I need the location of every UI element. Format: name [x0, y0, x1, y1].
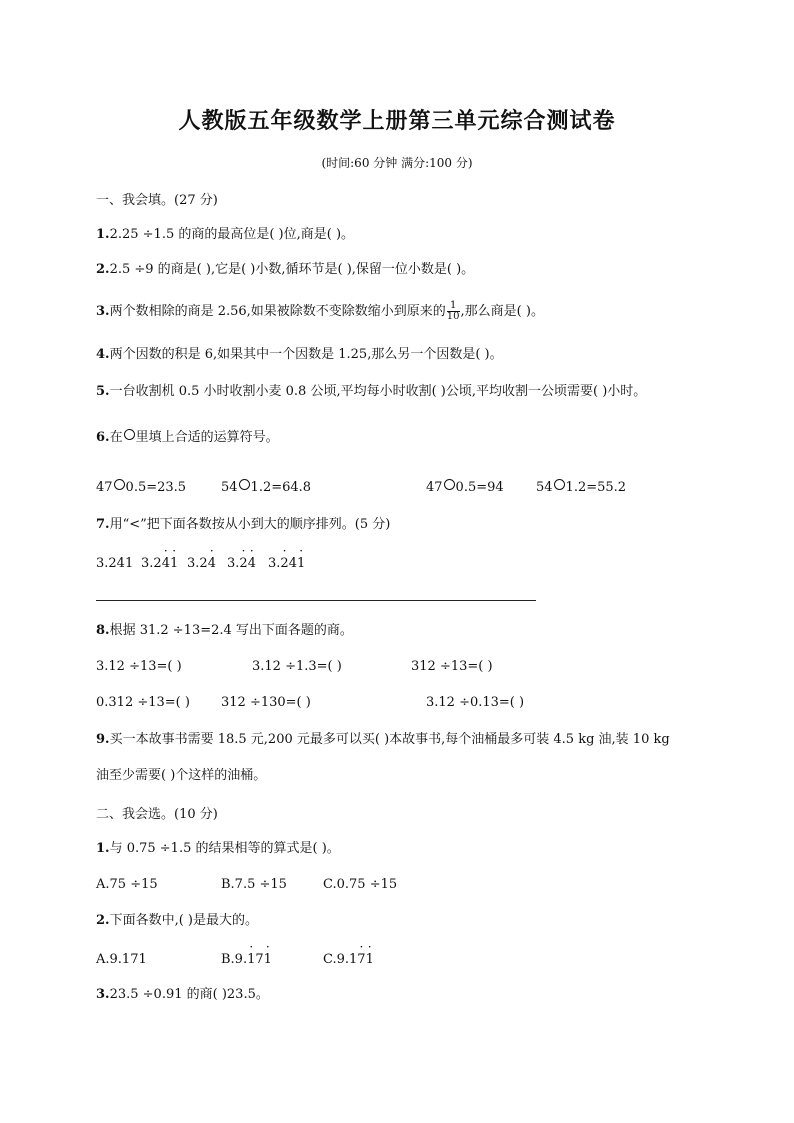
question-number: 1.: [96, 227, 110, 242]
question-1-2: [96, 261, 474, 279]
repeating-digit: 7 ·: [357, 952, 365, 967]
repeating-digit: 1 ·: [247, 952, 255, 967]
division-item: 0.312 ÷13=( ): [96, 695, 190, 710]
question-text: 在: [109, 430, 123, 445]
question-number: 9.: [96, 732, 110, 747]
question-2-2: [96, 912, 258, 930]
question-1-6: [96, 429, 279, 447]
division-item: 3.12 ÷1.3=( ): [252, 659, 342, 674]
question-number: 1.: [96, 841, 110, 856]
number-item: [268, 555, 305, 573]
question-1-5: [96, 383, 646, 401]
operator-item-2: [221, 479, 311, 497]
number-item: [96, 555, 133, 573]
section2-heading: 二、我会选。(10 分): [96, 807, 218, 822]
operator-item-4: [536, 479, 626, 497]
repeating-digit: 4 ·: [208, 556, 216, 571]
page-title: 人教版五年级数学上册第三单元综合测试卷: [178, 108, 616, 134]
number-text: 3.: [268, 556, 281, 571]
exam-info: (时间:60 分钟 满分:100 分): [321, 156, 473, 170]
fraction-numerator: 1: [447, 301, 460, 312]
question-text: 两个因数的积是 6,如果其中一个因数是 1.25,那么另一个因数是( )。: [109, 347, 503, 362]
option-text: 7: [255, 952, 264, 967]
question-1-7: [96, 516, 390, 534]
division-item: 312 ÷13=( ): [411, 659, 493, 674]
question-number: 2.: [96, 262, 110, 277]
answer-line[interactable]: [96, 600, 536, 601]
option-b[interactable]: B.7.5 ÷15: [221, 877, 287, 892]
section1-heading: 一、我会填。(27 分): [96, 193, 218, 208]
question-text: 与 0.75 ÷1.5 的结果相等的算式是( )。: [109, 841, 340, 856]
division-item: 3.12 ÷13=( ): [96, 659, 182, 674]
question-number: 3.: [96, 304, 110, 319]
repeating-digit: 2 ·: [239, 556, 247, 571]
question-text: 一台收割机 0.5 小时收割小麦 0.8 公顷,平均每小时收割( )公顷,平均收割一公顷需要( )小时。: [109, 384, 647, 399]
circle-blank-icon: [239, 479, 250, 490]
circle-blank-icon: [554, 479, 565, 490]
question-1-8: [96, 622, 353, 640]
operand-right: 0.5=94: [455, 480, 504, 495]
question-2-1: [96, 840, 340, 858]
operator-item-1: [96, 479, 186, 497]
operand-left: 47: [426, 480, 443, 495]
question-text: 下面各数中,( )是最大的。: [109, 913, 258, 928]
repeating-digit: 4 ·: [248, 556, 256, 571]
question-number: 6.: [96, 430, 110, 445]
number-text: 3.: [227, 556, 240, 571]
question-text: 根据 31.2 ÷13=2.4 写出下面各题的商。: [109, 623, 353, 638]
option-a[interactable]: A.9.171: [96, 952, 147, 967]
question-text: 买一本故事书需要 18.5 元,200 元最多可以买( )本故事书,每个油桶最多可装 4.5 kg 油,装 10 kg: [109, 732, 670, 747]
option-text: B.9.: [221, 952, 248, 967]
question-1-9: [96, 731, 670, 749]
repeating-digit: 1 ·: [264, 952, 272, 967]
question-text: 23.5 ÷0.91 的商( )23.5。: [109, 987, 269, 1002]
question-text: 2.5 ÷9 的商是( ),它是( )小数,循环节是( ),保留一位小数是( )。: [109, 262, 475, 277]
operand-right: 1.2=55.2: [565, 480, 627, 495]
question-text-end: 里填上合适的运算符号。: [135, 430, 279, 445]
division-item: 312 ÷130=( ): [221, 695, 311, 710]
circle-blank-icon: [124, 429, 135, 440]
question-2-3: [96, 986, 269, 1004]
option-b[interactable]: [221, 951, 272, 969]
option-c[interactable]: C.0.75 ÷15: [323, 877, 398, 892]
operand-left: 54: [221, 480, 238, 495]
question-number: 3.: [96, 987, 110, 1002]
option-c[interactable]: [323, 951, 374, 969]
operator-item-3: [426, 479, 504, 497]
question-number: 8.: [96, 623, 110, 638]
question-number: 7.: [96, 517, 110, 532]
operand-right: 0.5=23.5: [125, 480, 187, 495]
question-number: 2.: [96, 913, 110, 928]
number-item: [227, 555, 256, 573]
repeating-digit: 4 ·: [162, 556, 170, 571]
repeating-digit: 1 ·: [366, 952, 374, 967]
option-a[interactable]: A.75 ÷15: [96, 877, 158, 892]
number-item: [141, 555, 178, 573]
fraction: [447, 301, 460, 322]
option-text: C.9.1: [323, 952, 358, 967]
question-text: 两个数相除的商是 2.56,如果被除数不变除数缩小到原来的: [109, 304, 446, 319]
number-text: 3.2: [187, 556, 208, 571]
circle-blank-icon: [114, 479, 125, 490]
operand-left: 47: [96, 480, 113, 495]
repeating-digit: 1 ·: [297, 556, 305, 571]
question-number: 5.: [96, 384, 110, 399]
question-1-1: [96, 226, 354, 244]
question-number: 4.: [96, 347, 110, 362]
question-1-4: [96, 346, 503, 364]
operand-left: 54: [536, 480, 553, 495]
question-1-9-cont: 油至少需要( )个这样的油桶。: [96, 768, 267, 783]
division-item: 3.12 ÷0.13=( ): [426, 695, 525, 710]
number-text: 3.2: [141, 556, 162, 571]
repeating-digit: 1 ·: [170, 556, 178, 571]
question-text: 2.25 ÷1.5 的商的最高位是( )位,商是( )。: [109, 227, 355, 242]
question-1-3: [96, 301, 544, 322]
number-text: 3.241: [96, 556, 134, 571]
number-text: 4: [288, 556, 297, 571]
question-text-end: ,那么商是( )。: [460, 304, 544, 319]
repeating-digit: 2 ·: [280, 556, 288, 571]
operand-right: 1.2=64.8: [250, 480, 312, 495]
question-text: 用“<”把下面各数按从小到大的顺序排列。(5 分): [109, 517, 391, 532]
fraction-denominator: 10: [446, 311, 460, 322]
number-item: [187, 555, 216, 573]
circle-blank-icon: [444, 479, 455, 490]
